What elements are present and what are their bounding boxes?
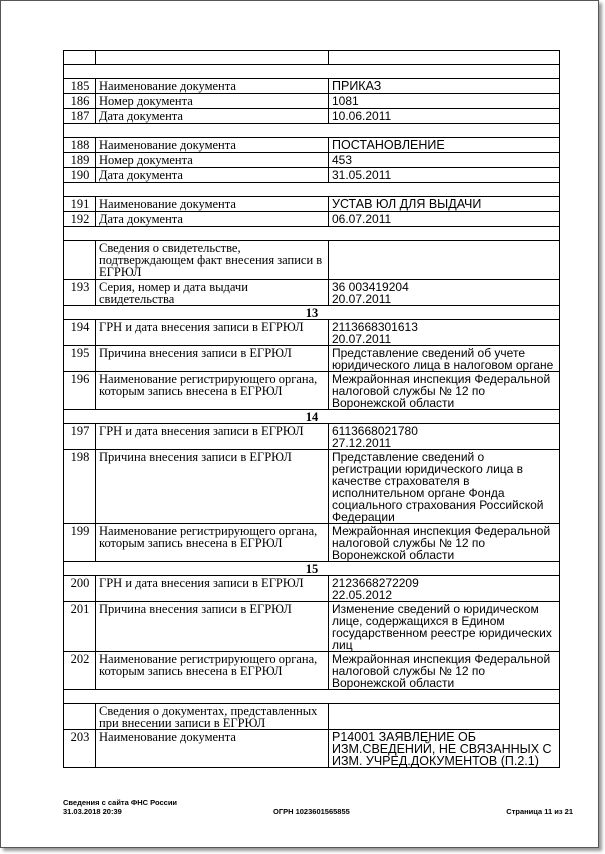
field-value bbox=[329, 320, 560, 346]
field-value: Р14001 ЗАЯВЛЕНИЕ ОБ ИЗМ.СВЕДЕНИЙ, НЕ СВЯЗАННЫХ С ИЗМ. УЧРЕД.ДОКУМЕНТОВ (П.2.1) bbox=[329, 730, 560, 768]
footer-page-number: Страница 11 из 21 bbox=[506, 807, 573, 816]
field-name: Причина внесения записи в ЕГРЮЛ bbox=[96, 450, 329, 524]
table-row bbox=[64, 197, 560, 212]
table-row-spacer bbox=[64, 183, 560, 197]
field-value: ПРИКАЗ bbox=[329, 79, 560, 94]
row-number: 195 bbox=[64, 346, 96, 372]
certificate-number: 36 003419204 bbox=[332, 280, 409, 294]
field-name: ГРН и дата внесения записи в ЕГРЮЛ bbox=[96, 424, 329, 450]
table-row bbox=[64, 79, 560, 94]
footer-ogrn: ОГРН 1023601565855 bbox=[273, 807, 350, 816]
field-name: Наименование документа bbox=[96, 138, 329, 153]
footer-source bbox=[63, 798, 177, 816]
field-name: Номер документа bbox=[96, 153, 329, 168]
grn-date: 22.05.2012 bbox=[332, 588, 393, 602]
row-number: 203 bbox=[64, 730, 96, 768]
table-row-heading bbox=[64, 704, 560, 730]
section-heading: Сведения о документах, представленных при внесении записи в ЕГРЮЛ bbox=[96, 704, 329, 730]
field-name: ГРН и дата внесения записи в ЕГРЮЛ bbox=[96, 320, 329, 346]
row-number: 199 bbox=[64, 524, 96, 562]
section-heading: Сведения о свидетельстве, подтверждающем факт внесения записи в ЕГРЮЛ bbox=[96, 241, 329, 280]
table-row bbox=[64, 730, 560, 768]
row-number: 200 bbox=[64, 576, 96, 602]
table-row bbox=[64, 212, 560, 227]
table-row bbox=[64, 138, 560, 153]
field-value: Межрайонная инспекция Федеральной налоговой службы № 12 по Воронежской области bbox=[329, 652, 560, 690]
table-row-section bbox=[64, 562, 560, 576]
grn-number: 2113668301613 bbox=[332, 320, 418, 334]
field-value bbox=[329, 280, 560, 306]
table-row bbox=[64, 372, 560, 410]
table-row bbox=[64, 320, 560, 346]
field-name: Дата документа bbox=[96, 109, 329, 124]
table-row bbox=[64, 652, 560, 690]
field-value: УСТАВ ЮЛ ДЛЯ ВЫДАЧИ bbox=[329, 197, 560, 212]
field-name: Дата документа bbox=[96, 168, 329, 183]
row-number: 196 bbox=[64, 372, 96, 410]
table-row bbox=[64, 424, 560, 450]
record-section-number: 13 bbox=[64, 306, 560, 320]
row-number: 185 bbox=[64, 79, 96, 94]
footer-datetime: 31.03.2018 20:39 bbox=[63, 807, 122, 816]
table-row-spacer bbox=[64, 65, 560, 79]
field-name: Наименование регистрирующего органа, которым запись внесена в ЕГРЮЛ bbox=[96, 652, 329, 690]
row-number: 190 bbox=[64, 168, 96, 183]
field-value: Представление сведений об учете юридического лица в налоговом органе bbox=[329, 346, 560, 372]
field-value: ПОСТАНОВЛЕНИЕ bbox=[329, 138, 560, 153]
field-value: 453 bbox=[329, 153, 560, 168]
field-value: Межрайонная инспекция Федеральной налоговой службы № 12 по Воронежской области bbox=[329, 524, 560, 562]
field-name: Наименование документа bbox=[96, 79, 329, 94]
field-name: Наименование регистрирующего органа, которым запись внесена в ЕГРЮЛ bbox=[96, 372, 329, 410]
egrul-extract-table bbox=[63, 50, 560, 768]
row-number: 188 bbox=[64, 138, 96, 153]
table-row-spacer bbox=[64, 690, 560, 704]
table-row-section bbox=[64, 306, 560, 320]
table-row bbox=[64, 576, 560, 602]
table-row-section bbox=[64, 410, 560, 424]
field-name: Причина внесения записи в ЕГРЮЛ bbox=[96, 346, 329, 372]
field-value: Изменение сведений о юридическом лице, содержащихся в Едином государственном реестре юридических лиц bbox=[329, 602, 560, 652]
table-row bbox=[64, 153, 560, 168]
row-number: 189 bbox=[64, 153, 96, 168]
field-value bbox=[329, 424, 560, 450]
row-number: 191 bbox=[64, 197, 96, 212]
field-value: 1081 bbox=[329, 94, 560, 109]
table-row bbox=[64, 602, 560, 652]
field-name: Номер документа bbox=[96, 94, 329, 109]
table-row bbox=[64, 346, 560, 372]
field-value bbox=[329, 576, 560, 602]
table-row bbox=[64, 524, 560, 562]
table-row-spacer bbox=[64, 227, 560, 241]
field-name: ГРН и дата внесения записи в ЕГРЮЛ bbox=[96, 576, 329, 602]
field-name: Причина внесения записи в ЕГРЮЛ bbox=[96, 602, 329, 652]
table-row-spacer bbox=[64, 124, 560, 138]
table-row bbox=[64, 94, 560, 109]
row-number: 202 bbox=[64, 652, 96, 690]
field-value: Представление сведений о регистрации юридического лица в качестве страхователя в исполнительном органе Фонда социального страхования Российской Федерации bbox=[329, 450, 560, 524]
field-value: 06.07.2011 bbox=[329, 212, 560, 227]
field-name: Наименование документа bbox=[96, 197, 329, 212]
grn-number: 2123668272209 bbox=[332, 576, 419, 590]
field-name: Наименование документа bbox=[96, 730, 329, 768]
row-number: 193 bbox=[64, 280, 96, 306]
grn-date: 20.07.2011 bbox=[332, 332, 392, 346]
row-number: 201 bbox=[64, 602, 96, 652]
field-value: 10.06.2011 bbox=[329, 109, 560, 124]
table-row-heading bbox=[64, 241, 560, 280]
row-number: 197 bbox=[64, 424, 96, 450]
row-number: 187 bbox=[64, 109, 96, 124]
field-name: Серия, номер и дата выдачи свидетельства bbox=[96, 280, 329, 306]
field-value: 31.05.2011 bbox=[329, 168, 560, 183]
field-name: Дата документа bbox=[96, 212, 329, 227]
footer-source-label: Сведения с сайта ФНС России bbox=[63, 798, 178, 807]
field-name: Наименование регистрирующего органа, которым запись внесена в ЕГРЮЛ bbox=[96, 524, 329, 562]
row-number: 186 bbox=[64, 94, 96, 109]
table-row-spacer bbox=[64, 51, 560, 65]
record-section-number: 15 bbox=[64, 562, 560, 576]
table-row bbox=[64, 280, 560, 306]
row-number: 194 bbox=[64, 320, 96, 346]
table-row bbox=[64, 109, 560, 124]
grn-number: 6113668021780 bbox=[332, 424, 418, 438]
field-value: Межрайонная инспекция Федеральной налоговой службы № 12 по Воронежской области bbox=[329, 372, 560, 410]
record-section-number: 14 bbox=[64, 410, 560, 424]
grn-date: 27.12.2011 bbox=[332, 436, 392, 450]
row-number: 192 bbox=[64, 212, 96, 227]
row-number: 198 bbox=[64, 450, 96, 524]
table-row bbox=[64, 168, 560, 183]
certificate-date: 20.07.2011 bbox=[332, 292, 392, 306]
table-row bbox=[64, 450, 560, 524]
